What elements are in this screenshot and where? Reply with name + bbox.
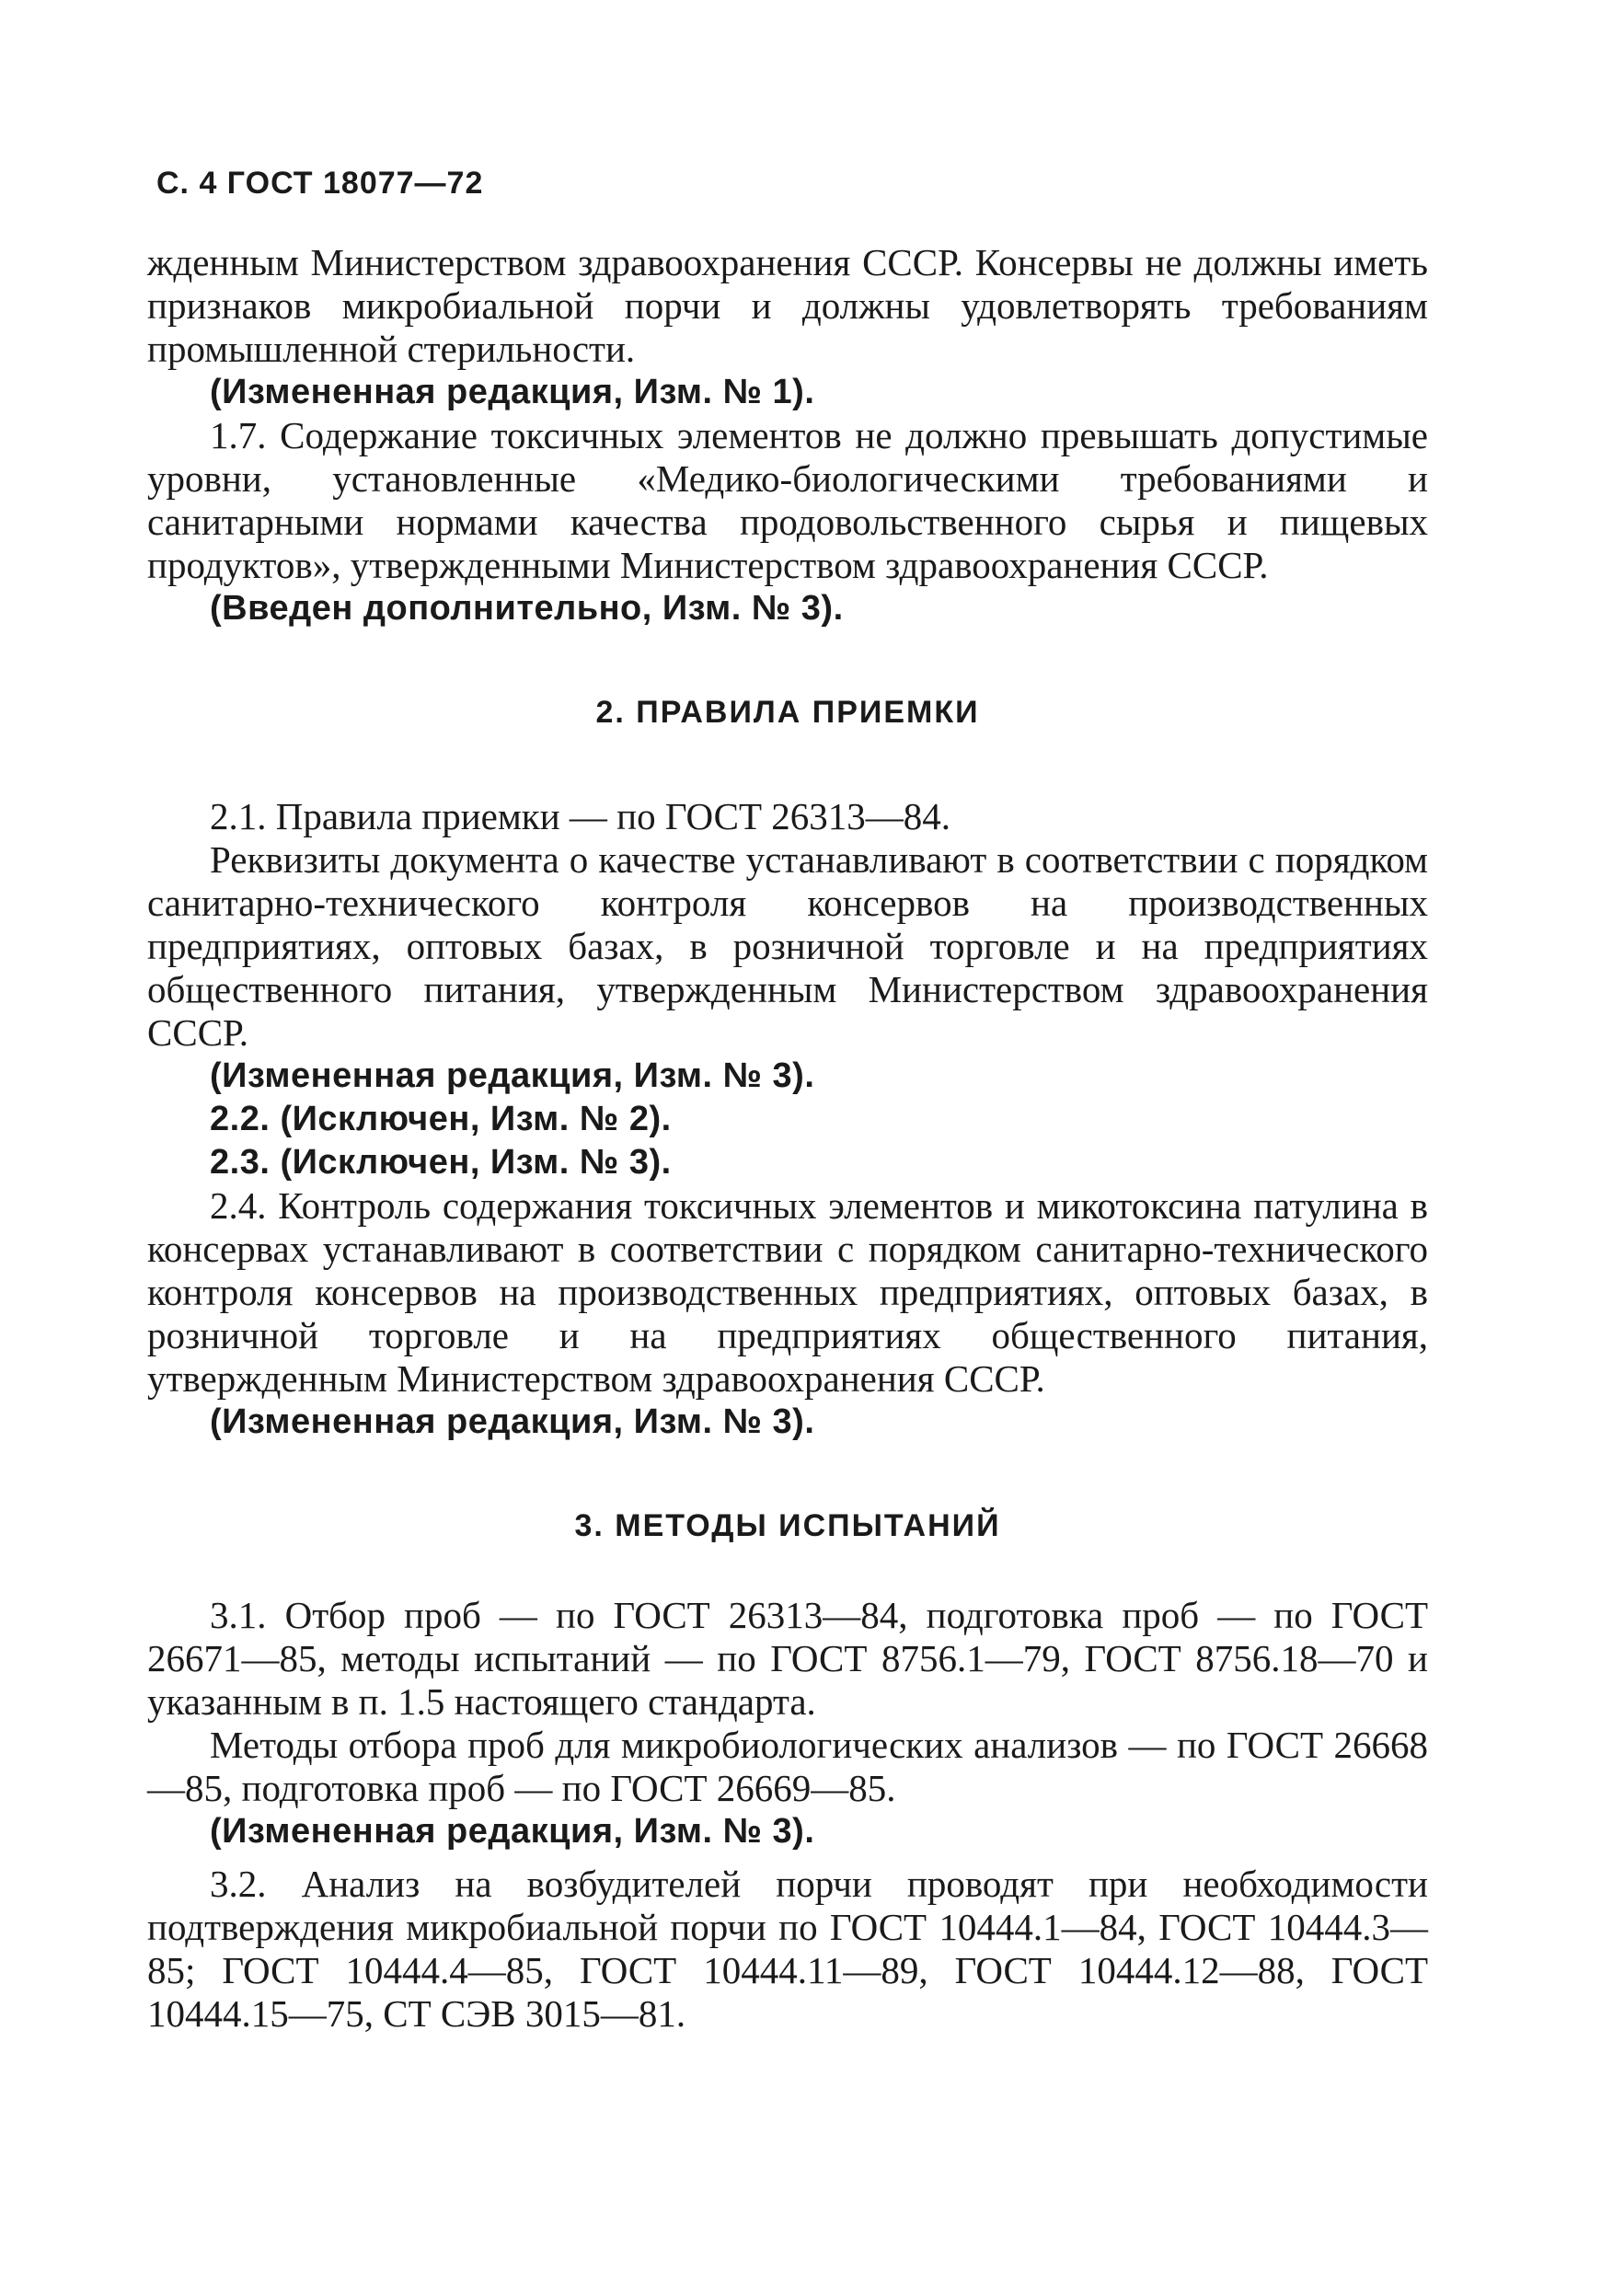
paragraph: Реквизиты документа о качестве устанавливают в соответствии с порядком санитарно-технического контроля консервов на производственных предприятиях, оптовых базах, в розничной торговле и на предприятиях общественного питания, утвержденным Министерством здравоохранения СССР. (147, 838, 1428, 1054)
paragraph: Методы отбора проб для микробиологических анализов — по ГОСТ 26668—85, подготовка проб — по ГОСТ 26669—85. (147, 1724, 1428, 1809)
clause-2-2: 2.2. (Исключен, Изм. № 2). (210, 1100, 672, 1138)
amendment-note: (Измененная редакция, Изм. № 3). (210, 1402, 815, 1441)
document-body (147, 241, 1428, 2036)
amendment-note: (Измененная редакция, Изм. № 1). (210, 373, 815, 411)
spacer (147, 1548, 1428, 1594)
clause-2-1: 2.1. Правила приемки — по ГОСТ 26313—84. (210, 795, 951, 837)
clause-3-1: 3.1. Отбор проб — по ГОСТ 26313—84, подготовка проб — по ГОСТ 26671—85, методы испытаний — по ГОСТ 8756.1—79, ГОСТ 8756.18—70 и указанным в п. 1.5 настоящего стандарта. (147, 1594, 1428, 1723)
spacer (147, 734, 1428, 795)
amendment-note: (Измененная редакция, Изм. № 3). (210, 1812, 815, 1851)
page-header: С. 4 ГОСТ 18077—72 (156, 166, 484, 201)
spacer (147, 1853, 1428, 1863)
amendment-note: (Введен дополнительно, Изм. № 3). (210, 589, 844, 628)
spacer (147, 1444, 1428, 1505)
clause-1-7: 1.7. Содержание токсичных элементов не должно превышать допустимые уровни, установленные «Медико-биологическими требованиями и санитарными нормами качества продовольственного сырья и пищевых продуктов», утвержденными Министерством здравоохранения СССР. (147, 414, 1428, 586)
paragraph: жденным Министерством здравоохранения СССР. Консервы не должны иметь признаков микробиальной порчи и должны удовлетворять требованиям промышленной стерильности. (147, 241, 1428, 370)
clause-3-2: 3.2. Анализ на возбудителей порчи проводят при необходимости подтверждения микробиальной порчи по ГОСТ 10444.1—84, ГОСТ 10444.3—85; ГОСТ 10444.4—85, ГОСТ 10444.11—89, ГОСТ 10444.12—88, ГОСТ 10444.15—75, СТ СЭВ 3015—81. (147, 1863, 1428, 2035)
clause-2-4: 2.4. Контроль содержания токсичных элементов и микотоксина патулина в консервах устанавливают в соответствии с порядком санитарно-технического контроля консервов на производственных предприятиях, оптовых базах, в розничной торговле и на предприятиях общественного питания, утвержденным Министерством здравоохранения СССР. (147, 1184, 1428, 1400)
section-heading-2: 2. ПРАВИЛА ПРИЕМКИ (595, 695, 980, 730)
spacer (147, 630, 1428, 691)
clause-2-3: 2.3. (Исключен, Изм. № 3). (210, 1143, 672, 1182)
section-heading-3: 3. МЕТОДЫ ИСПЫТАНИЙ (574, 1508, 1001, 1543)
amendment-note: (Измененная редакция, Изм. № 3). (210, 1056, 815, 1095)
